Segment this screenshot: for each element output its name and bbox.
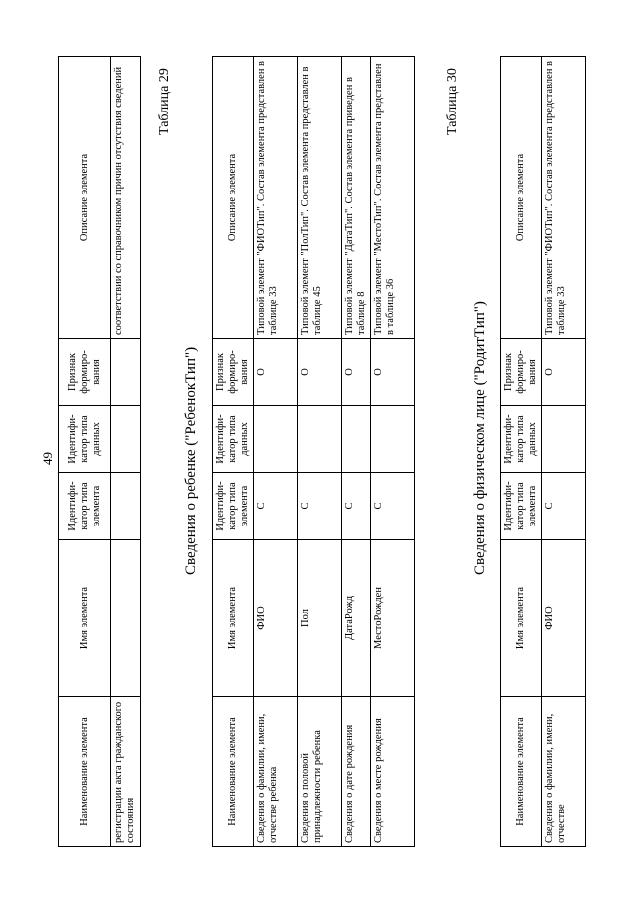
col-header-name: Наименование элемента: [213, 697, 254, 847]
cell-formation: О: [298, 339, 342, 406]
table-row: [254, 57, 298, 847]
cell-data-type: [342, 406, 371, 473]
cell-formation: О: [371, 339, 415, 406]
col-header-elem-type: Идентифи-катор типа элемента: [501, 473, 542, 540]
col-header-description: Описание элемента: [59, 57, 111, 339]
cell-description: Типовой элемент "МестоТип". Состав элемента представлен в таблице 36: [371, 57, 415, 339]
table-row: [542, 57, 586, 847]
cell-name: Сведения о фамилии, имени, отчестве: [542, 697, 586, 847]
cell-element: ФИО: [542, 540, 586, 697]
cell-description: Типовой элемент "ДатаТип". Состав элемента приведен в таблице 8: [342, 57, 371, 339]
col-header-element: Имя элемента: [501, 540, 542, 697]
cell-data-type: [371, 406, 415, 473]
table-row: [111, 57, 141, 847]
cell-name: Сведения о фамилии, имени, отчестве ребенка: [254, 697, 298, 847]
col-header-formation: Признак формиро-вания: [501, 339, 542, 406]
cell-elem-type: С: [542, 473, 586, 540]
cell-formation: О: [342, 339, 371, 406]
cell-elem-type: С: [371, 473, 415, 540]
table-header-row: [501, 57, 542, 847]
table-continuation: [58, 56, 141, 847]
col-header-data-type: Идентифи-катор типа данных: [59, 406, 111, 473]
table29-caption: Сведения о ребенке ("РебенокТип"): [183, 346, 199, 575]
cell-data-type: [254, 406, 298, 473]
col-header-description: Описание элемента: [213, 57, 254, 339]
col-header-elem-type: Идентифи-катор типа элемента: [59, 473, 111, 540]
table29: [212, 56, 415, 847]
cell-element: Пол: [298, 540, 342, 697]
cell-description: Типовой элемент "ФИОТип". Состав элемента представлен в таблице 33: [542, 57, 586, 339]
cell-formation: О: [542, 339, 586, 406]
col-header-description: Описание элемента: [501, 57, 542, 339]
table-row: [298, 57, 342, 847]
cell-description: Типовой элемент "ФИОТип". Состав элемента представлен в таблице 33: [254, 57, 298, 339]
col-header-name: Наименование элемента: [501, 697, 542, 847]
cell-data-type: [111, 406, 141, 473]
table-row: [342, 57, 371, 847]
cell-formation: [111, 339, 141, 406]
col-header-element: Имя элемента: [59, 540, 111, 697]
cell-name: регистрации акта гражданского состояния: [111, 697, 141, 847]
col-header-formation: Признак формиро-вания: [59, 339, 111, 406]
cell-element: [111, 540, 141, 697]
cell-data-type: [298, 406, 342, 473]
cell-element: ДатаРожд: [342, 540, 371, 697]
table-header-row: [213, 57, 254, 847]
col-header-elem-type: Идентифи-катор типа элемента: [213, 473, 254, 540]
table-row: [371, 57, 415, 847]
table30-caption: Сведения о физическом лице ("РодитТип"): [472, 301, 488, 575]
cell-name: Сведения о месте рождения: [371, 697, 415, 847]
cell-elem-type: С: [342, 473, 371, 540]
table29-label: Таблица 29: [157, 68, 172, 135]
col-header-formation: Признак формиро-вания: [213, 339, 254, 406]
table30: [500, 56, 586, 847]
col-header-name: Наименование элемента: [59, 697, 111, 847]
cell-name: Сведения о дате рождения: [342, 697, 371, 847]
cell-elem-type: [111, 473, 141, 540]
cell-description: Типовой элемент "ПолТип". Состав элемента представлен в таблице 45: [298, 57, 342, 339]
cell-formation: О: [254, 339, 298, 406]
cell-elem-type: С: [298, 473, 342, 540]
table30-label: Таблица 30: [445, 68, 460, 135]
page-number: 49: [40, 452, 55, 465]
cell-name: Сведения о половой принадлежности ребенка: [298, 697, 342, 847]
cell-description: соответствии со справочником причин отсутствия сведений: [111, 57, 141, 339]
col-header-data-type: Идентифи-катор типа данных: [501, 406, 542, 473]
cell-element: ФИО: [254, 540, 298, 697]
cell-elem-type: С: [254, 473, 298, 540]
cell-element: МестоРожден: [371, 540, 415, 697]
table-header-row: [59, 57, 111, 847]
col-header-element: Имя элемента: [213, 540, 254, 697]
cell-data-type: [542, 406, 586, 473]
col-header-data-type: Идентифи-катор типа данных: [213, 406, 254, 473]
